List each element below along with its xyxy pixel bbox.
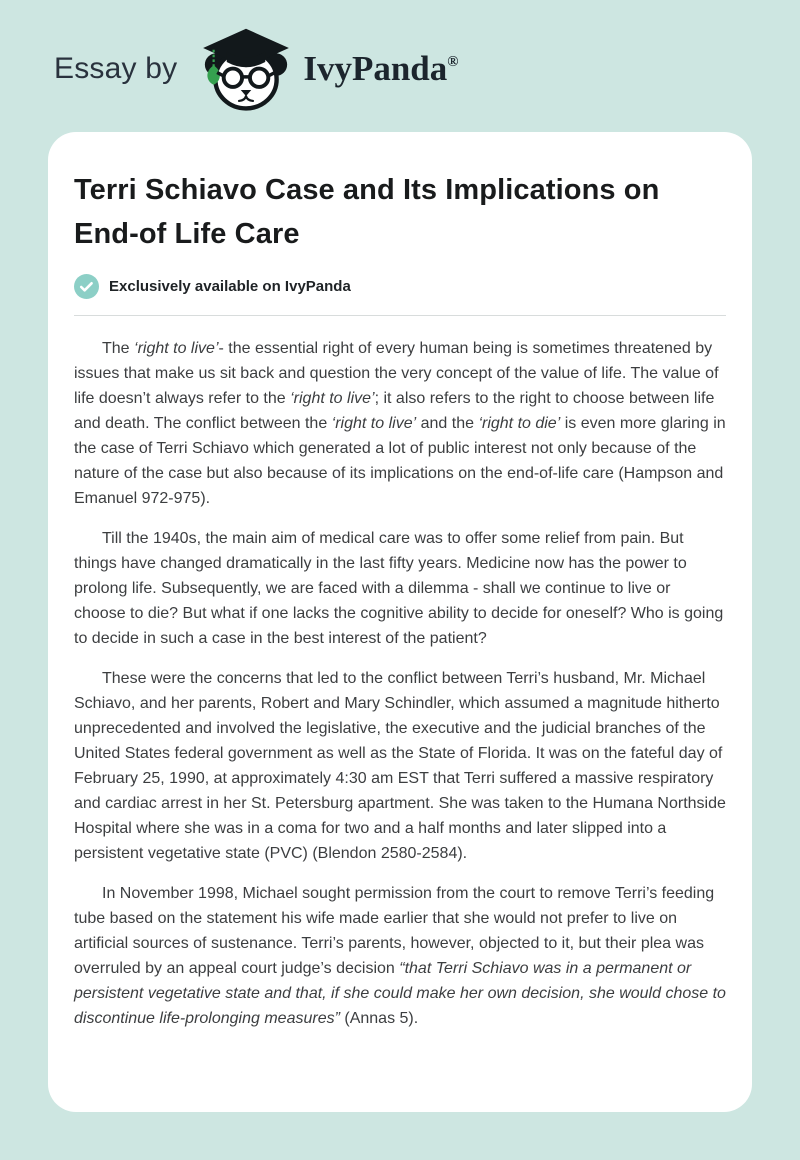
article-body xyxy=(74,336,726,1031)
page-header xyxy=(0,0,800,132)
essay-by-label: Essay by xyxy=(54,52,178,85)
brand-name xyxy=(303,49,458,89)
paragraph: In November 1998, Michael sought permission from the court to remove Terri’s feeding tube based on the statement his wife made earlier that she would not prefer to live on artificial sources of sustenance. Terri’s parents, however, objected to it, but their plea was overruled by an appeal court judge’s decision “that Terri Schiavo was in a permanent or persistent vegetative state and that, if she could make her own decision, she would chose to discontinue life-prolonging measures” (Annas 5). xyxy=(74,885,726,1027)
paragraph: The ‘right to live’- the essential right of every human being is sometimes threatened by issues that make us sit back and question the very concept of the value of life. The value of life doesn’t always refer to the ‘right to live’; it also refers to the right to choose between life and death. The conflict between the ‘right to live’ and the ‘right to die’ is even more glaring in the case of Terri Schiavo which generated a lot of public interest not only because of the nature of the case but also because of its implications on the end-of-life care (Hampson and Emanuel 972-975). xyxy=(74,340,726,507)
paragraph: Till the 1940s, the main aim of medical care was to offer some relief from pain. But things have changed dramatically in the last fifty years. Medicine now has the power to prolong life. Subsequently, we are faced with a dilemma - shall we continue to live or choose to die? But what if one lacks the cognitive ability to decide for oneself? Who is going to decide in such a case in the best interest of the patient? xyxy=(74,530,724,647)
paragraph: These were the concerns that led to the conflict between Terri’s husband, Mr. Michael Schiavo, and her parents, Robert and Mary Schindler, which assumed a magnitude hitherto unprecedented and involved the legislative, the executive and the judicial branches of the United States federal government as well as the State of Florida. It was on the fateful day of February 25, 1990, at approximately 4:30 am EST that Terri suffered a massive respiratory and cardiac arrest in her St. Petersburg apartment. She was taken to the Humana Northside Hospital where she was in a coma for two and a half months and later slipped into a persistent vegetative state (PVC) (Blendon 2580-2584). xyxy=(74,670,726,862)
registered-mark: ® xyxy=(447,54,459,70)
divider xyxy=(74,315,726,316)
brand-text: IvyPanda xyxy=(303,49,448,88)
exclusive-badge xyxy=(74,274,726,299)
essay-title: Terri Schiavo Case and Its Implications on End-of Life Care xyxy=(74,174,660,250)
essay-card xyxy=(48,132,752,1112)
check-icon xyxy=(74,274,99,299)
panda-graduate-icon xyxy=(197,27,295,111)
badge-label: Exclusively available on IvyPanda xyxy=(109,278,351,295)
